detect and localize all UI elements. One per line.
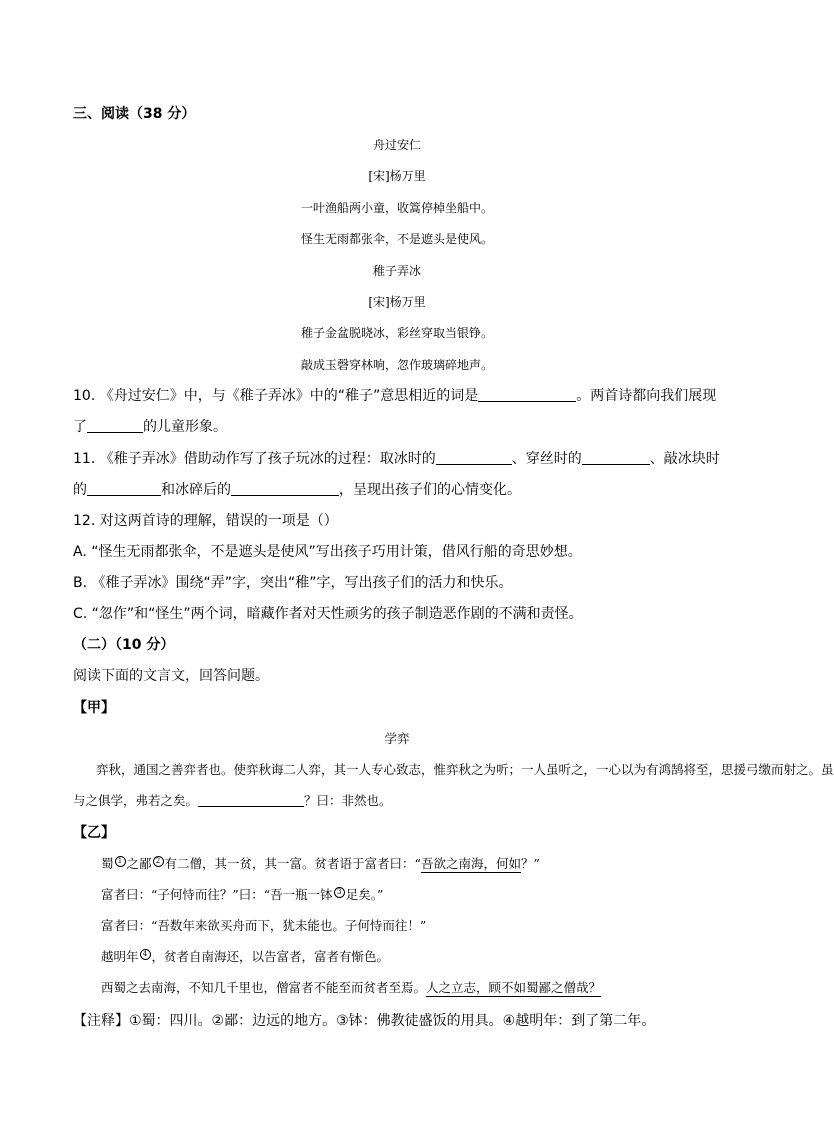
answer-blank[interactable] bbox=[582, 450, 650, 465]
section-title: 三、阅读（38 分） bbox=[73, 106, 196, 122]
question-text: 10. 《舟过安仁》中，与《稚子弄冰》中的“稚子”意思相近的词是 bbox=[73, 388, 479, 404]
jia-line: 弈秋，通国之善弈者也。使弈秋诲二人弈，其一人专心致志，惟弈秋之为听；一人虽听之，一心以为有鸿鹄将至，思援弓缴而射之。虽 bbox=[96, 762, 834, 777]
answer-blank[interactable] bbox=[436, 450, 512, 465]
jia-line bbox=[73, 791, 392, 809]
question-text: 。两首诗都向我们展现 bbox=[576, 388, 717, 404]
question-text: 、敲冰块时 bbox=[649, 451, 720, 467]
poem-line: 敲成玉磬穿林响，忽作玻璃碎地声。 bbox=[300, 358, 493, 372]
note-marker: 4 bbox=[140, 949, 151, 960]
yi-paragraph: 富者曰：“吾数年来欲买舟而下，犹未能也。子何恃而往！” bbox=[101, 918, 427, 933]
poem-author: [宋]杨万里 bbox=[368, 169, 426, 183]
question-11-cont bbox=[73, 479, 521, 499]
yi-paragraph: 越明年 $^4$ ，贫者自南海还，以告富者，富者有惭色。 bbox=[101, 949, 390, 964]
question-text: ，呈现出孩子们的心情变化。 bbox=[339, 482, 521, 498]
part2-heading: （二）（10 分） bbox=[73, 637, 175, 653]
question-10-cont bbox=[73, 416, 227, 436]
answer-blank[interactable] bbox=[87, 481, 161, 496]
jia-text: 与之俱学，弗若之矣。 bbox=[73, 793, 199, 808]
note-marker: 2 bbox=[153, 856, 164, 867]
answer-blank[interactable] bbox=[198, 794, 304, 808]
poem-line: 怪生无雨都张伞，不是遮头是使风。 bbox=[300, 232, 493, 246]
poem-title: 稚子弄冰 bbox=[372, 264, 421, 278]
option-b: B. 《稚子弄冰》围绕“弄”字，突出“稚”字，写出孩子们的活力和快乐。 bbox=[73, 575, 513, 591]
poem-title: 舟过安仁 bbox=[372, 138, 421, 152]
question-text: 、穿丝时的 bbox=[511, 451, 582, 467]
option-a: A. “怪生无雨都张伞，不是遮头是使风”写出孩子巧用计策，借风行船的奇思妙想。 bbox=[73, 544, 582, 560]
poem-author: [宋]杨万里 bbox=[368, 295, 426, 309]
question-10 bbox=[73, 385, 716, 405]
poem-line: 稚子金盆脱晓冰，彩丝穿取当银铮。 bbox=[300, 326, 493, 340]
question-text: 了 bbox=[73, 419, 87, 435]
jia-title: 学弈 bbox=[384, 731, 410, 746]
option-c: C. “忽作”和“怪生”两个词，暗藏作者对天性顽劣的孩子制造恶作剧的不满和责怪。 bbox=[73, 606, 583, 622]
part2-instruction: 阅读下面的文言文，回答问题。 bbox=[73, 668, 269, 684]
jia-label: 【甲】 bbox=[73, 700, 115, 716]
question-text: 11. 《稚子弄冰》借助动作写了孩子玩冰的过程：取冰时的 bbox=[73, 451, 436, 467]
note-marker: 1 bbox=[115, 856, 126, 867]
note-marker: 3 bbox=[334, 887, 345, 898]
question-text: 的儿童形象。 bbox=[143, 419, 227, 435]
question-12-stem: 12. 对这两首诗的理解，错误的一项是（） bbox=[73, 513, 338, 529]
answer-blank[interactable] bbox=[478, 387, 576, 402]
yi-paragraph: 蜀 $^1$ 之鄙 $^2$ 有二僧，其一贫，其一富。贫者语于富者曰：“吾欲之南海，何如？” bbox=[101, 856, 540, 871]
question-text: 的 bbox=[73, 482, 87, 498]
question-11 bbox=[73, 448, 720, 468]
yi-paragraph: 富者曰：“子何恃而往？”曰：“吾一瓶一钵 $^3$ 足矣。” bbox=[101, 887, 384, 902]
underlined-sentence: 人之立志，顾不如蜀鄙之僧哉？ bbox=[426, 980, 602, 995]
annotation-note: 【注释】①蜀：四川。②鄙：边远的地方。③钵：佛教徒盛饭的用具。④越明年：到了第二年。 bbox=[73, 1013, 656, 1029]
question-text: 和冰碎后的 bbox=[161, 482, 231, 498]
underlined-sentence: 吾欲之南海，何如 bbox=[420, 856, 521, 871]
jia-text: ？曰：非然也。 bbox=[304, 793, 392, 808]
answer-blank[interactable] bbox=[231, 481, 339, 496]
poem-line: 一叶渔船两小童，收篙停棹坐船中。 bbox=[300, 201, 493, 215]
answer-blank[interactable] bbox=[87, 418, 143, 433]
yi-paragraph: 西蜀之去南海，不知几千里也，僧富者不能至而贫者至焉。人之立志，顾不如蜀鄙之僧哉？ bbox=[101, 980, 602, 995]
yi-label: 【乙】 bbox=[73, 825, 115, 841]
